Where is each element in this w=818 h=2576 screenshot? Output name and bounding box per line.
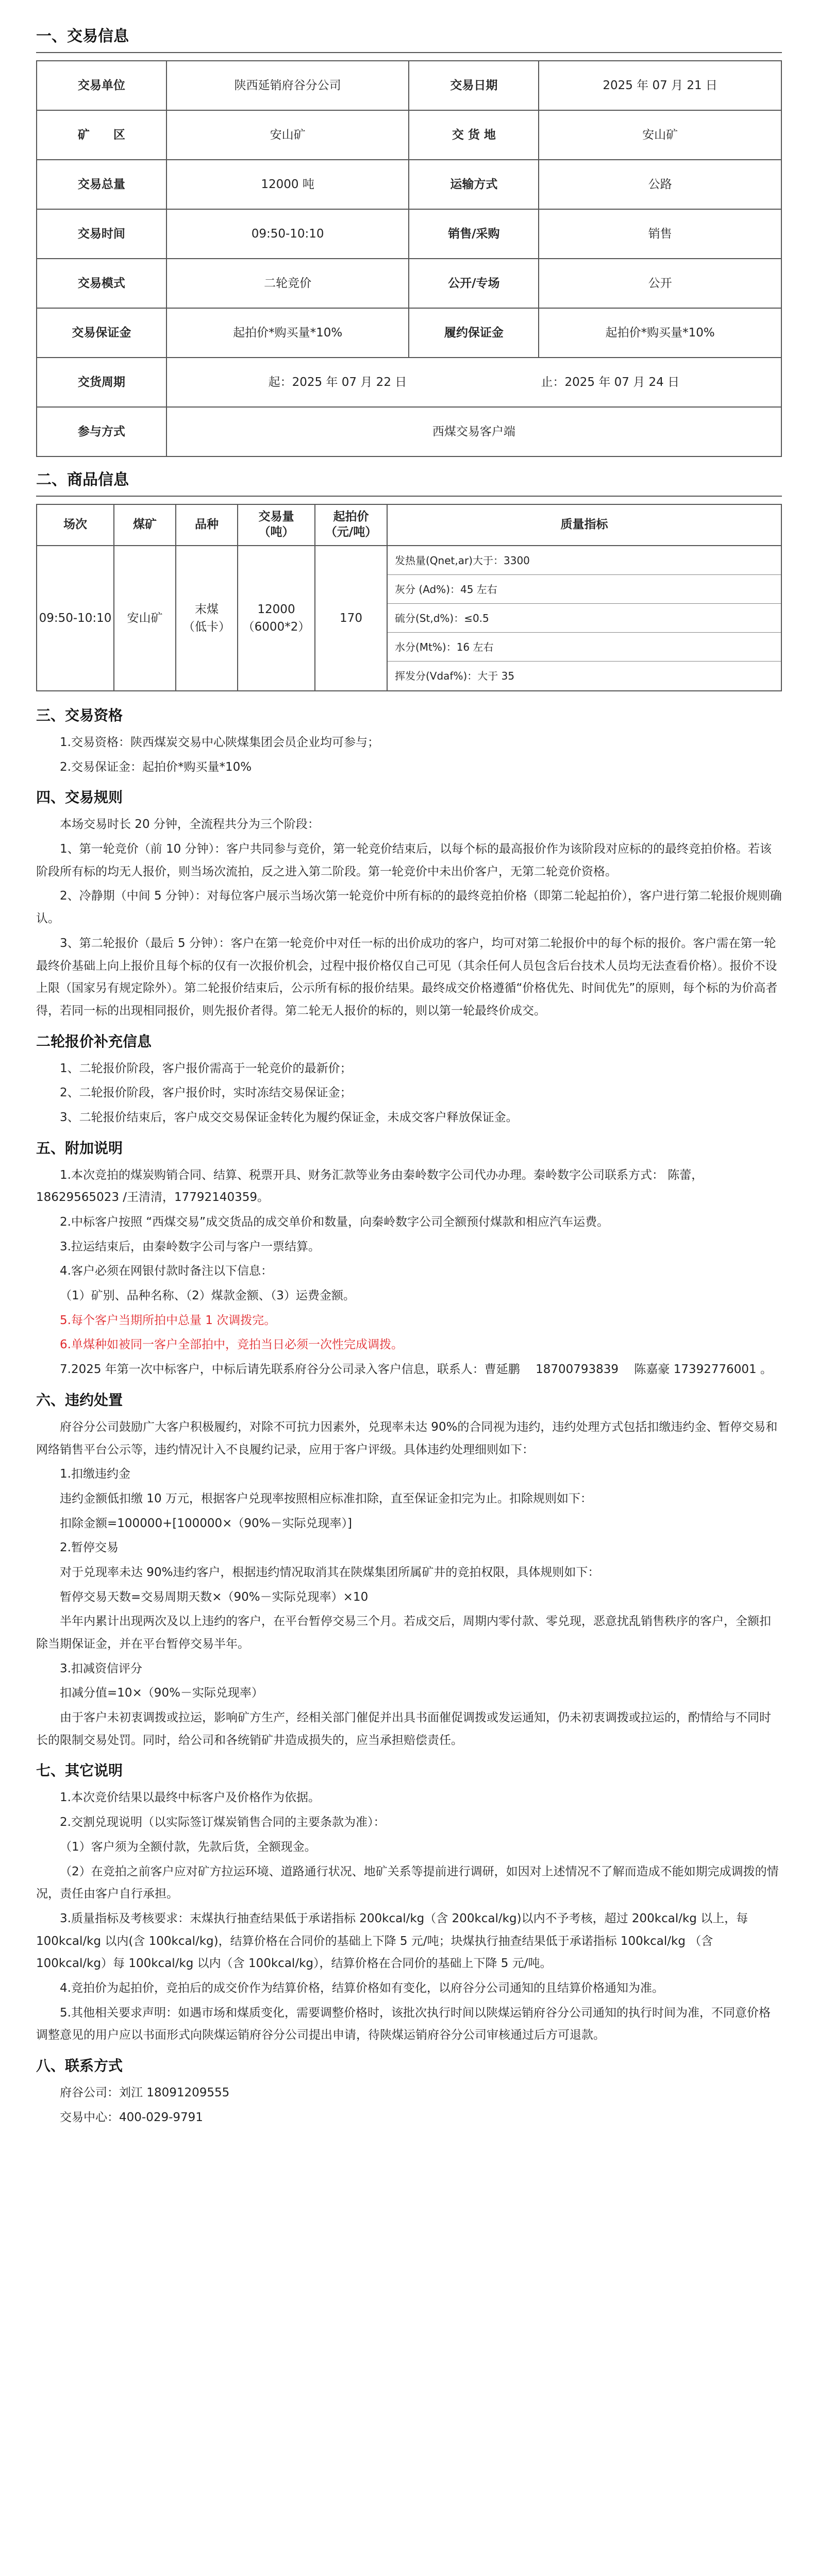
other-note-item: （2）在竞拍之前客户应对矿方拉运环境、道路通行状况、地矿关系等提前进行调研，如因对上述情况不了解而造成不能如期完成调拨的情况，责任由客户自行承担。 [36,1865,779,1901]
info-label: 交易总量 [37,160,166,209]
additional-note: 3.拉运结束后，由秦岭数字公司与客户一票结算。 [60,1240,320,1253]
breach-formula-1: 扣除金额=100000+[100000×（90%－实际兑现率）] [60,1516,352,1530]
goods-session: 09:50-10:10 [37,546,114,691]
info-value: 12000 吨 [166,160,409,209]
info-label: 运输方式 [409,160,539,209]
breach-intro: 府谷分公司鼓励广大客户积极履约，对除不可抗力因素外，兑现率未达 90%的合同视为违约，违约处理方式包括扣缴违约金、暂停交易和网络销售平台公示等，违约情况计入不良履约记录，应用于客户评级。具体违约处理细则如下： [36,1420,778,1456]
additional-note: 1.本次竞拍的煤炭购销合同、结算、税票开具、财务汇款等业务由秦岭数字公司代办办理。秦岭数字公司联系方式： 陈蕾，18629565023 /王清清，17792140359。 [36,1168,704,1205]
quality-spec-item: 硫分(St,d%)：≤0.5 [388,604,781,633]
section-title-round2: 二轮报价补充信息 [36,1032,152,1050]
section-title-contact: 八、联系方式 [36,2057,123,2074]
breach-text-1: 违约金额低扣缴 10 万元，根据客户兑现率按照相应标准扣除，直至保证金扣完为止。扣除规则如下： [60,1492,592,1505]
round2-item: 1、二轮报价阶段，客户报价需高于一轮竞价的最新价； [60,1061,352,1075]
section-title-other: 七、其它说明 [36,1762,123,1780]
goods-header-cell: 质量指标 [387,504,781,546]
breach-subtitle-2: 2.暂停交易 [60,1541,119,1555]
quality-spec-item: 灰分 (Ad%)：45 左右 [388,575,781,604]
breach-text-2b: 半年内累计出现两次及以上违约的客户，在平台暂停交易三个月。若成交后，周期内零付款、零兑现，恶意扰乱销售秩序的客户，全额扣除当期保证金，并在平台暂停交易半年。 [36,1615,771,1651]
info-value: 2025 年 07 月 21 日 [539,61,781,110]
goods-mine: 安山矿 [114,546,176,691]
qualification-item: 1.交易资格：陕西煤炭交易中心陕煤集团会员企业均可参与； [60,736,379,749]
rule-paragraph: 2、冷静期（中间 5 分钟）：对每位客户展示当场次第一轮竞价中所有标的的最终竞拍价格（即第二轮起拍价），客户进行第二轮报价规则确认。 [36,889,782,926]
additional-note: 2.中标客户按照 “西煤交易”成交货品的成交单价和数量，向秦岭数字公司全额预付煤款和相应汽车运费。 [60,1215,609,1229]
additional-note: （1）矿别、品种名称、（2）煤款金额、（3）运费金额。 [60,1289,355,1303]
rule-paragraph: 本场交易时长 20 分钟，全流程共分为三个阶段： [60,818,320,832]
info-value: 二轮竞价 [166,259,409,308]
info-label: 交 货 地 [409,110,539,160]
additional-note: 4.客户必须在网银付款时备注以下信息： [60,1264,273,1278]
info-label: 公开/专场 [409,259,539,308]
goods-header-cell: 交易量 （吨） [238,504,315,546]
info-label: 销售/采购 [409,209,539,259]
quality-spec-item: 发热量(Qnet,ar)大于：3300 [388,546,781,575]
info-row [37,209,781,259]
section-title-rules: 四、交易规则 [36,789,123,806]
info-row [37,61,781,110]
goods-header-cell: 煤矿 [114,504,176,546]
info-row [37,308,781,358]
party-label: 参与方式 [37,407,166,456]
section-title-goods-info: 二、商品信息 [36,468,782,497]
section-title-breach: 六、违约处置 [36,1391,123,1409]
other-note-item: 1.本次竞价结果以最终中标客户及价格作为依据。 [60,1791,320,1805]
period-end: 止：2025 年 07 月 24 日 [541,375,680,389]
rule-paragraph: 3、第二轮报价（最后 5 分钟）：客户在第一轮竞价中对任一标的出价成功的客户，均可对第二轮报价中的每个标的报价。客户需在第一轮最终价基础上向上报价且每个标的仅有一次报价机会，过程中报价格仅自己可见（其余任何人员包含后台技术人员均无法查看价格）。报价不设上限（国家另有规定除外）。第二轮报价结束后，公示所有标的报价结果。最终成交价格遵循“价格优先、时间优先”的原则，每个标的为价高者得，若同一标的出现相同报价，则先报价者得。第二轮无人报价的标的，则以第一轮最终价成交。 [36,936,778,1018]
info-label: 交易日期 [409,61,539,110]
goods-header-cell: 起拍价 （元/吨） [315,504,387,546]
period-start: 起：2025 年 07 月 22 日 [268,375,407,389]
goods-specs [387,546,781,691]
quality-spec-item: 挥发分(Vdaf%)：大于 35 [395,670,515,682]
goods-header-cell: 品种 [176,504,238,546]
goods-variety: 末煤 （低卡） [176,546,238,691]
round2-item: 3、二轮报价结束后，客户成交交易保证金转化为履约保证金，未成交客户释放保证金。 [60,1110,518,1124]
other-note-item: 3.质量指标及考核要求：末煤执行抽查结果低于承诺指标 200kcal/kg（含 200kcal/kg)以内不予考核，超过 200kcal/kg 以上，每 100kcal/kg 以内(含 100kcal/kg)，结算价格在合同价的基础上下降 5 元/吨；块煤执行抽查结果低于承诺指标 100kcal/kg （含 100kcal/kg）每 100kcal/kg 以内（含 100kcal/kg），结算价格在合同价的基础上下降 5 元/吨。 [36,1911,748,1971]
contact-item: 交易中心：400-029-9791 [60,2110,203,2124]
goods-price: 170 [315,546,387,691]
goods-header-cell: 场次 [37,504,114,546]
other-note-item: 5.其他相关要求声明：如遇市场和煤质变化，需要调整价格时，该批次执行时间以陕煤运销府谷分公司通知的执行时间为准，不同意价格调整意见的用户应以书面形式向陕煤运销府谷分公司提出申请，待陕煤运销府谷分公司审核通过后方可退款。 [36,2006,771,2042]
info-value: 公路 [539,160,781,209]
additional-note: 7.2025 年第一次中标客户，中标后请先联系府谷分公司录入客户信息，联系人：曹延鹏 18700793839 陈嘉豪 17392776001 。 [60,1363,772,1377]
info-row [37,259,781,308]
info-value: 陕西延销府谷分公司 [166,61,409,110]
info-value: 起拍价*购买量*10% [539,308,781,358]
round2-item: 2、二轮报价阶段，客户报价时，实时冻结交易保证金； [60,1086,352,1100]
other-note-item: （1）客户须为全额付款，先款后货，全额现金。 [60,1840,316,1854]
party-value: 西煤交易客户端 [166,407,781,456]
info-row [37,160,781,209]
breach-text-2: 对于兑现率未达 90%违约客户，根据违约情况取消其在陕煤集团所属矿井的竞拍权限，具体规则如下： [60,1565,600,1579]
breach-formula-2: 暂停交易天数=交易周期天数×（90%－实际兑现率）×10 [60,1590,369,1604]
info-row [37,110,781,160]
info-value: 销售 [539,209,781,259]
info-value: 安山矿 [166,110,409,160]
section-title-trade-info: 一、交易信息 [36,25,782,53]
other-note-item: 2.交割兑现说明（以实际签订煤炭销售合同的主要条款为准）： [60,1816,386,1829]
qualification-item: 2.交易保证金：起拍价*购买量*10% [60,760,252,774]
quality-spec-item: 水分(Mt%)：16 左右 [388,633,781,662]
contact-item: 府谷公司：刘江 18091209555 [60,2086,230,2099]
section-title-qualification: 三、交易资格 [36,707,123,724]
info-label: 履约保证金 [409,308,539,358]
breach-formula-3: 扣减分值=10×（90%－实际兑现率） [60,1686,263,1700]
additional-note-highlight: 6.单煤种如被同一客户全部拍中，竞拍当日必须一次性完成调拨。 [60,1338,403,1352]
breach-text-3: 由于客户未初衷调拨或拉运，影响矿方生产，经相关部门催促并出具书面催促调拨或发运通知，仍未初衷调拨或拉运的，酌情给与不同时长的限制交易处罚。同时，给公司和各统销矿井造成损失的，应当承担赔偿责任。 [36,1711,771,1747]
trade-info-table [36,60,782,457]
goods-volume: 12000 （6000*2） [238,546,315,691]
rule-paragraph: 1、第一轮竞价（前 10 分钟）：客户共同参与竞价，第一轮竞价结束后，以每个标的最高报价作为该阶段对应标的的最终竞拍价格。若该阶段所有标的均无人报价，则当场次流拍，反之进入第二阶段。第一轮竞价中未出价客户，无第二轮竞价资格。 [36,842,772,878]
period-value [166,358,781,407]
other-note-item: 4.竞拍价为起拍价，竞拍后的成交价作为结算价格，结算价格如有变化，以府谷分公司通知的且结算价格通知为准。 [60,1981,664,1995]
info-value: 起拍价*购买量*10% [166,308,409,358]
info-label: 交易模式 [37,259,166,308]
breach-subtitle-3: 3.扣减资信评分 [60,1662,142,1675]
info-label: 交易时间 [37,209,166,259]
info-label: 交易保证金 [37,308,166,358]
info-value: 09:50-10:10 [166,209,409,259]
breach-subtitle-1: 1.扣缴违约金 [60,1467,130,1481]
period-label: 交货周期 [37,358,166,407]
info-label: 交易单位 [37,61,166,110]
info-label: 矿 区 [37,110,166,160]
info-value: 安山矿 [539,110,781,160]
info-value: 公开 [539,259,781,308]
additional-note-highlight: 5.每个客户当期所拍中总量 1 次调拨完。 [60,1313,276,1327]
goods-info-table [36,504,782,691]
section-title-additional: 五、附加说明 [36,1139,123,1157]
